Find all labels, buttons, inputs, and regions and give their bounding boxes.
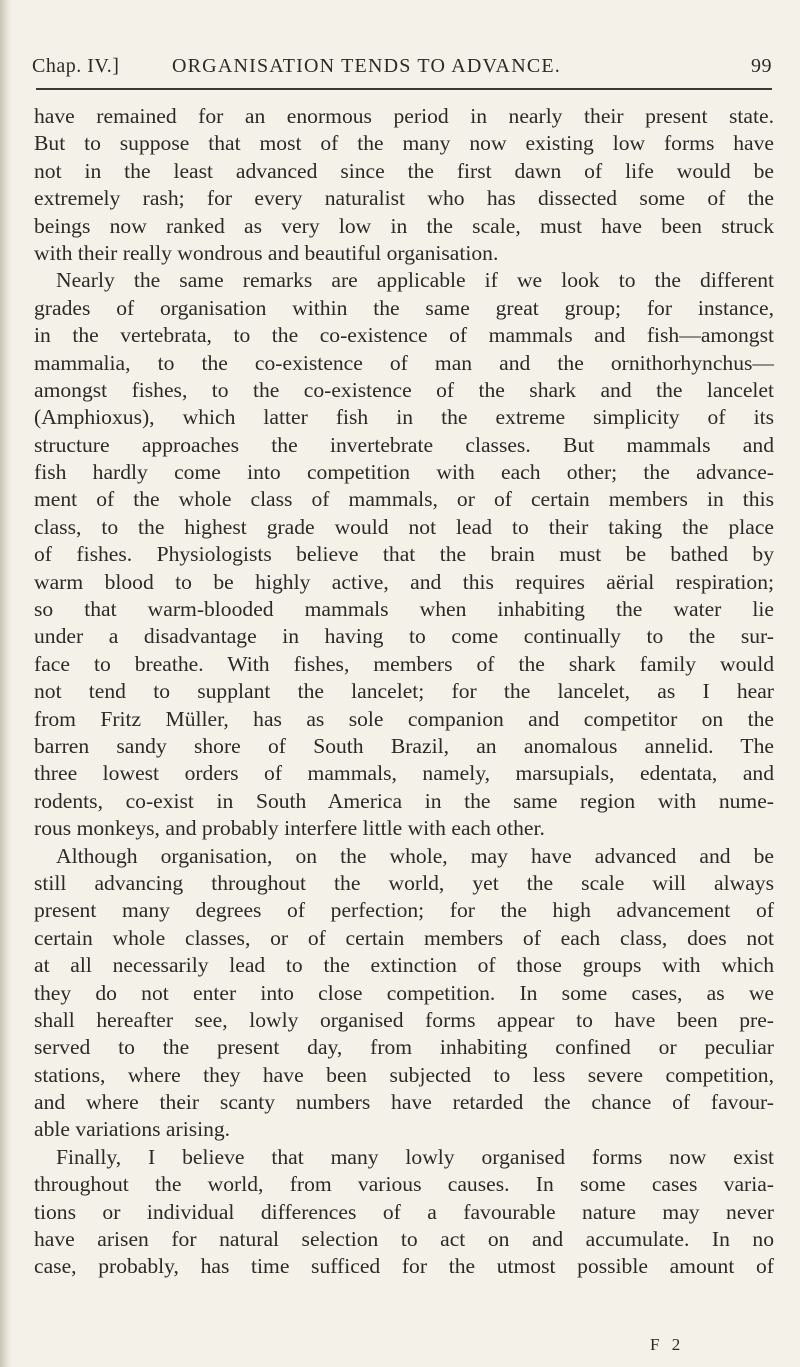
text-line: barren sandy shore of South Brazil, an anomalous annelid. The [34, 733, 774, 758]
text-line: in the vertebrata, to the co-existence of mammals and fish—amongst [34, 323, 774, 348]
text-line: able variations arising. [34, 1117, 231, 1142]
text-line: grades of organisation within the same great group; for instance, [34, 295, 774, 320]
text-line: structure approaches the invertebrate classes. But mammals and [34, 432, 774, 457]
header-rule [36, 88, 772, 90]
text-line: class, to the highest grade would not lead to their taking the place [34, 514, 774, 539]
page-number: 99 [751, 55, 772, 77]
text-line: present many degrees of perfection; for the high advancement of [34, 898, 774, 923]
text-line: extremely rash; for every naturalist who has dissected some of the [34, 186, 774, 211]
text-line: served to the present day, from inhabiting confined or peculiar [34, 1035, 774, 1060]
signature-mark: F 2 [650, 1335, 685, 1354]
body-text [34, 103, 774, 1281]
page-binding-shadow [0, 0, 12, 1367]
text-line: not in the least advanced since the first dawn of life would be [34, 158, 774, 183]
text-line: have arisen for natural selection to act on and accumulate. In no [34, 1227, 774, 1252]
text-line: under a disadvantage in having to come continually to the sur- [34, 624, 774, 649]
text-line: mammalia, to the co-existence of man and the ornithorhynchus— [34, 350, 774, 375]
text-line: three lowest orders of mammals, namely, marsupials, edentata, and [34, 761, 774, 786]
text-line: certain whole classes, or of certain members of each class, does not [34, 925, 774, 950]
text-line: beings now ranked as very low in the scale, must have been struck [34, 213, 774, 238]
text-line: throughout the world, from various causes. In some cases varia- [34, 1172, 774, 1197]
chapter-label: Chap. IV.] [32, 55, 120, 77]
text-line: ment of the whole class of mammals, or of certain members in this [34, 487, 774, 512]
text-line: case, probably, has time sufficed for the utmost possible amount of [34, 1254, 774, 1279]
text-line: Finally, I believe that many lowly organised forms now exist [56, 1144, 774, 1169]
text-line: at all necessarily lead to the extinction of those groups with which [34, 953, 774, 978]
text-line: and where their scanty numbers have retarded the chance of favour- [34, 1090, 774, 1115]
text-line: still advancing throughout the world, yet the scale will always [34, 870, 774, 895]
text-line: amongst fishes, to the co-existence of the shark and the lancelet [34, 377, 774, 402]
text-line: they do not enter into close competition. In some cases, as we [34, 980, 774, 1005]
text-line: rous monkeys, and probably interfere little with each other. [34, 816, 545, 841]
text-line: stations, where they have been subjected to less severe competition, [34, 1062, 774, 1087]
text-line: fish hardly come into competition with each other; the advance- [34, 460, 774, 485]
text-line: not tend to supplant the lancelet; for the lancelet, as I hear [34, 679, 774, 704]
text-line: from Fritz Müller, has as sole companion and competitor on the [34, 706, 774, 731]
text-line: of fishes. Physiologists believe that the brain must be bathed by [34, 542, 774, 567]
text-line: Nearly the same remarks are applicable if we look to the different [56, 268, 774, 293]
text-line: tions or individual differences of a favourable nature may never [34, 1199, 774, 1224]
text-line: Although organisation, on the whole, may have advanced and be [56, 843, 774, 868]
text-line: shall hereafter see, lowly organised forms appear to have been pre- [34, 1007, 774, 1032]
text-line: warm blood to be highly active, and this requires aërial respiration; [34, 569, 774, 594]
text-line: face to breathe. With fishes, members of the shark family would [34, 651, 774, 676]
text-line: (Amphioxus), which latter fish in the extreme simplicity of its [34, 405, 774, 430]
running-title: ORGANISATION TENDS TO ADVANCE. [172, 55, 561, 77]
text-line: But to suppose that most of the many now existing low forms have [34, 131, 774, 156]
text-line: have remained for an enormous period in nearly their present state. [34, 104, 774, 128]
text-line: so that warm-blooded mammals when inhabiting the water lie [34, 597, 774, 622]
text-line: with their really wondrous and beautiful organisation. [34, 240, 499, 265]
running-head [32, 55, 772, 85]
text-line: rodents, co-exist in South America in the same region with nume- [34, 788, 774, 813]
